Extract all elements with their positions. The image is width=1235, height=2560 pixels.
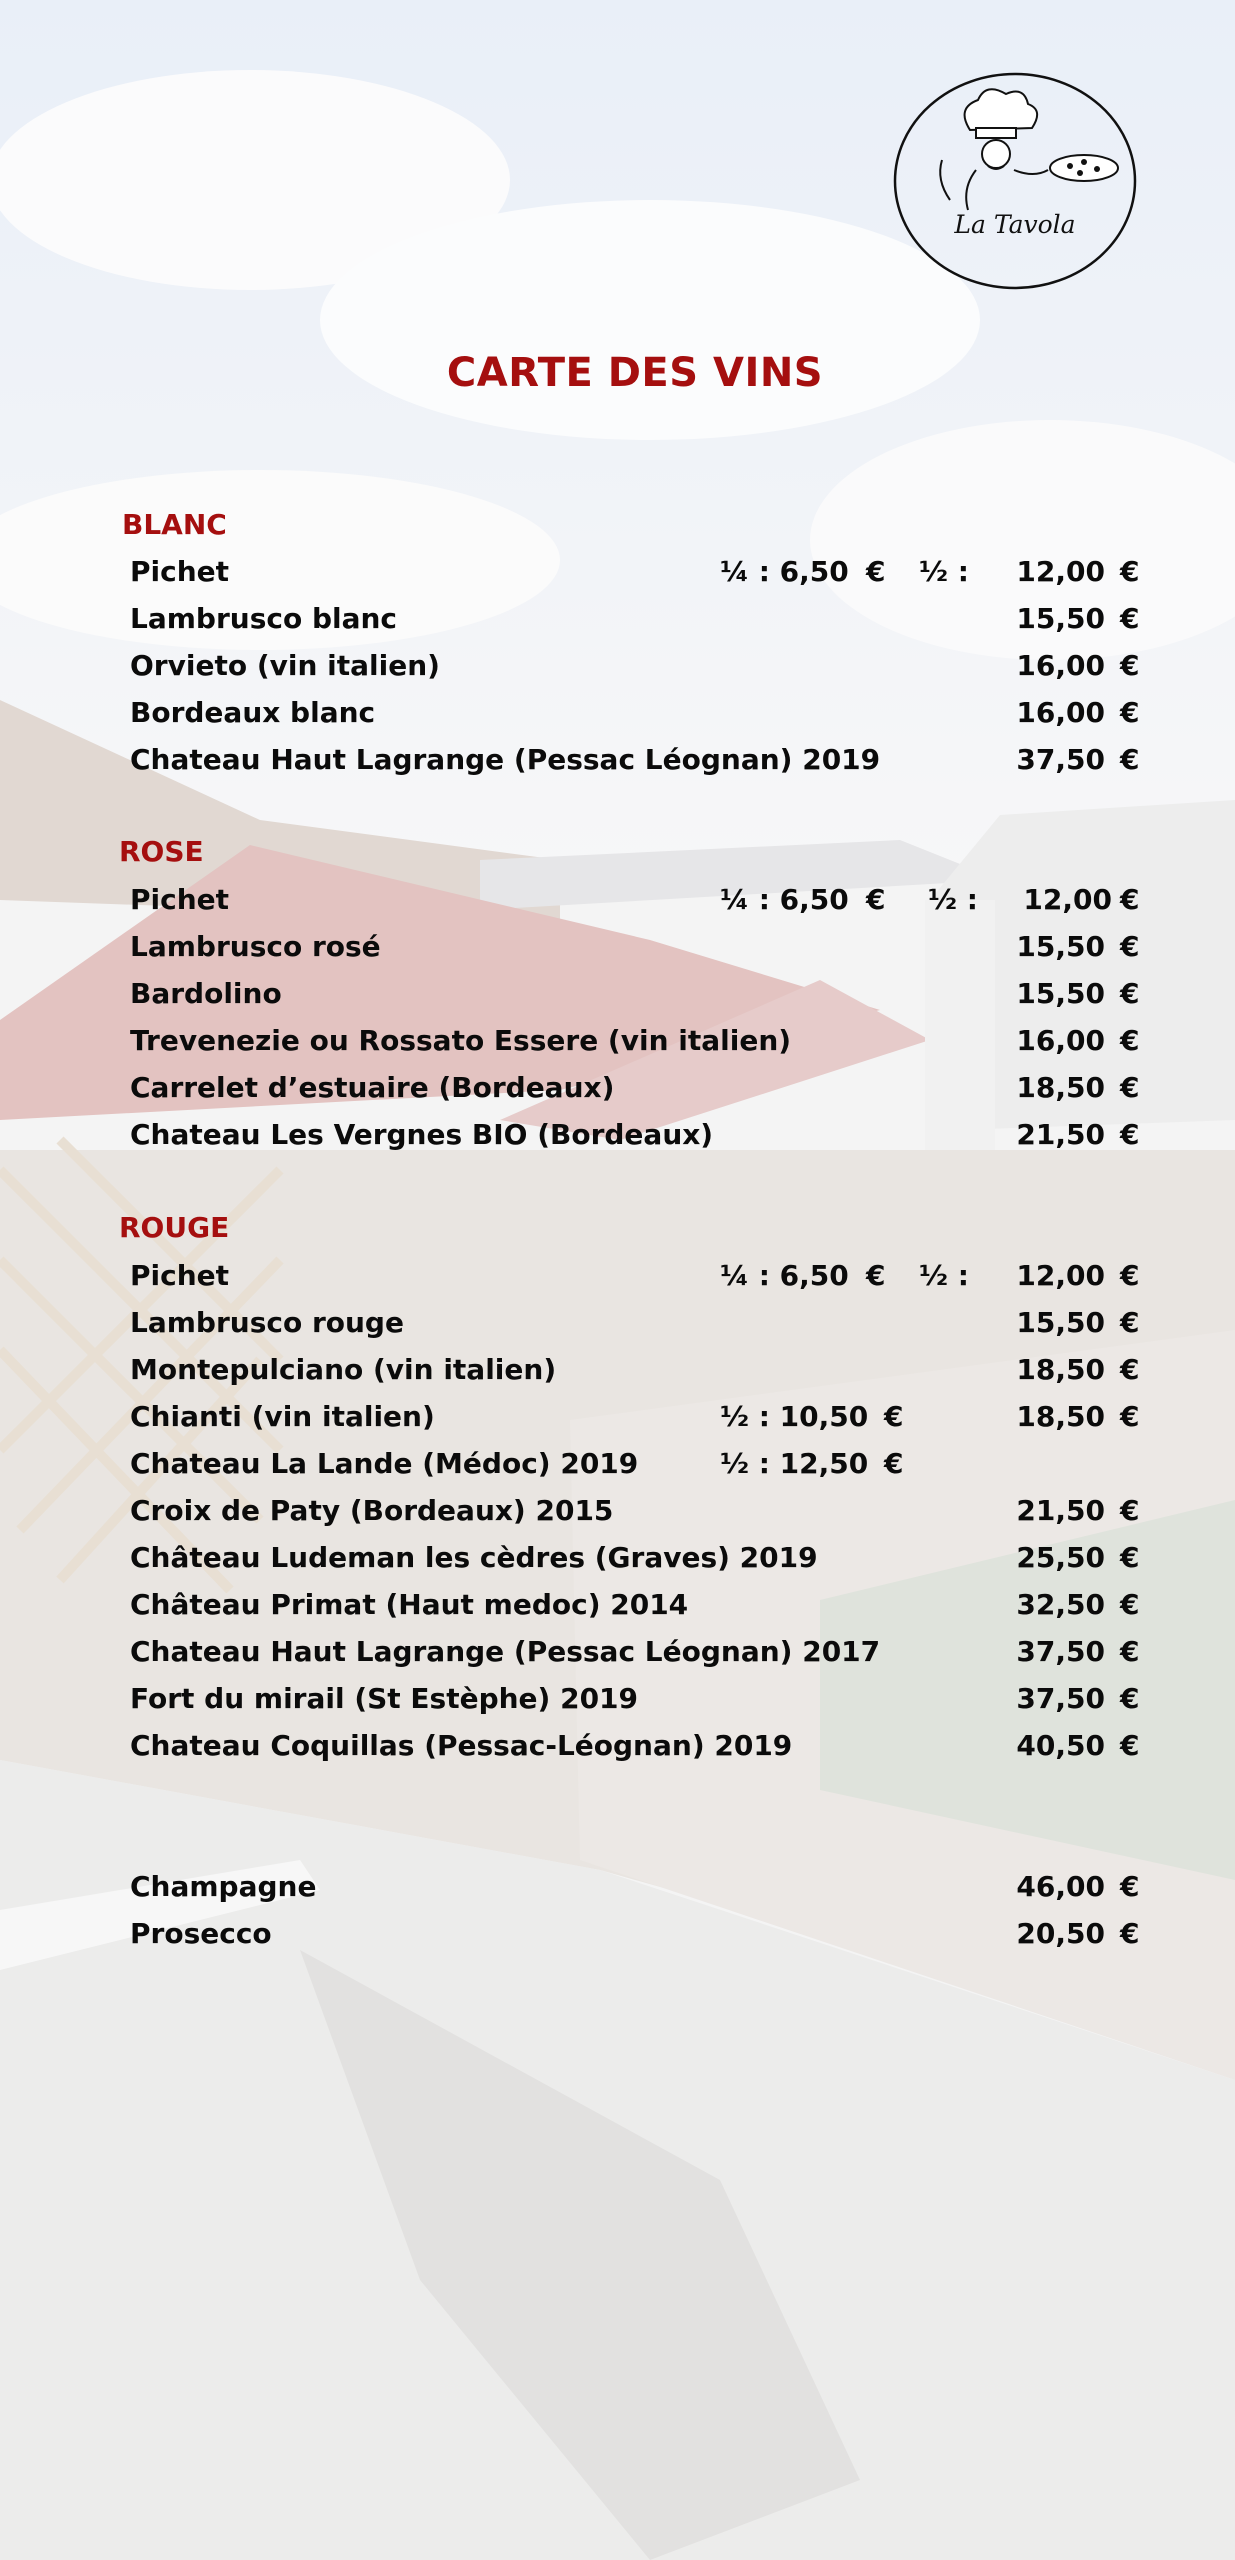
wine-price: 37,50 xyxy=(1016,1635,1105,1668)
wine-currency: € xyxy=(1120,1071,1140,1104)
wine-currency: € xyxy=(1120,1400,1140,1433)
wine-price: 37,50 xyxy=(1016,743,1105,776)
wine-currency: € xyxy=(1120,1306,1140,1339)
wine-name: Croix de Paty (Bordeaux) 2015 xyxy=(130,1494,614,1527)
wine-row xyxy=(0,1588,1235,1628)
quarter-price: ¼ : 6,50 xyxy=(720,555,849,588)
quarter-price: ¼ : 6,50 xyxy=(720,883,849,916)
wine-row xyxy=(0,743,1235,783)
wine-currency: € xyxy=(1120,1682,1140,1715)
wine-name: Lambrusco blanc xyxy=(130,602,398,635)
wine-price: 16,00 xyxy=(1016,649,1105,682)
wine-price: 12,00 xyxy=(1016,1259,1105,1292)
section-title-rouge: ROUGE xyxy=(119,1211,230,1244)
wine-currency: € xyxy=(1120,930,1140,963)
half-price: ½ : 12,50 xyxy=(720,1447,869,1480)
wine-row xyxy=(0,1353,1235,1393)
wine-price: 18,50 xyxy=(1016,1353,1105,1386)
wine-name: Château Ludeman les cèdres (Graves) 2019 xyxy=(130,1541,818,1574)
wine-currency: € xyxy=(1120,1259,1140,1292)
menu-title: CARTE DES VINS xyxy=(446,350,824,396)
wine-name: Chateau Les Vergnes BIO (Bordeaux) xyxy=(130,1118,714,1151)
wine-name: Prosecco xyxy=(130,1917,272,1950)
wine-name: Lambrusco rosé xyxy=(130,930,381,963)
wine-price: 12,00 xyxy=(1016,555,1105,588)
wine-currency: € xyxy=(1120,696,1140,729)
wine-row xyxy=(0,649,1235,689)
wine-price: 46,00 xyxy=(1016,1870,1105,1903)
wine-name: Pichet xyxy=(130,1259,230,1292)
wine-currency: € xyxy=(1120,1118,1140,1151)
wine-row xyxy=(0,1635,1235,1675)
wine-row xyxy=(0,1494,1235,1534)
wine-name: Chianti (vin italien) xyxy=(130,1400,435,1433)
wine-price: 18,50 xyxy=(1016,1071,1105,1104)
wine-name: Trevenezie ou Rossato Essere (vin italien) xyxy=(130,1024,792,1057)
wine-price: 12,00 xyxy=(1023,883,1112,916)
wine-currency: € xyxy=(1120,1870,1140,1903)
wine-price: 20,50 xyxy=(1016,1917,1105,1950)
wine-price: 32,50 xyxy=(1016,1588,1105,1621)
wine-row xyxy=(0,1541,1235,1581)
wine-name: Orvieto (vin italien) xyxy=(130,649,440,682)
wine-price: 40,50 xyxy=(1016,1729,1105,1762)
wine-row xyxy=(0,1870,1235,1910)
quarter-currency: € xyxy=(866,555,886,588)
half-currency: € xyxy=(884,1447,904,1480)
quarter-currency: € xyxy=(866,883,886,916)
wine-name: Pichet xyxy=(130,555,230,588)
wine-currency: € xyxy=(1120,1541,1140,1574)
wine-currency: € xyxy=(1120,883,1140,916)
half-currency: € xyxy=(884,1400,904,1433)
wine-name: Montepulciano (vin italien) xyxy=(130,1353,557,1386)
wine-currency: € xyxy=(1120,1917,1140,1950)
wine-price: 21,50 xyxy=(1016,1494,1105,1527)
wine-name: Bardolino xyxy=(130,977,282,1010)
wine-currency: € xyxy=(1120,602,1140,635)
wine-currency: € xyxy=(1120,1353,1140,1386)
wine-price: 15,50 xyxy=(1016,977,1105,1010)
wine-name: Fort du mirail (St Estèphe) 2019 xyxy=(130,1682,639,1715)
half-label: ½ : xyxy=(919,1259,969,1292)
wine-price: 15,50 xyxy=(1016,602,1105,635)
wine-currency: € xyxy=(1120,1635,1140,1668)
wine-currency: € xyxy=(1120,649,1140,682)
wine-name: Carrelet d’estuaire (Bordeaux) xyxy=(130,1071,615,1104)
wine-row xyxy=(0,1024,1235,1064)
wine-row xyxy=(0,1071,1235,1111)
half-price: ½ : 10,50 xyxy=(720,1400,869,1433)
wine-name: Pichet xyxy=(130,883,230,916)
half-label: ½ : xyxy=(919,555,969,588)
wine-name: Chateau Coquillas (Pessac-Léognan) 2019 xyxy=(130,1729,793,1762)
wine-currency: € xyxy=(1120,1588,1140,1621)
wine-price: 25,50 xyxy=(1016,1541,1105,1574)
half-label: ½ : xyxy=(928,883,978,916)
wine-currency: € xyxy=(1120,977,1140,1010)
wine-name: Chateau La Lande (Médoc) 2019 xyxy=(130,1447,639,1480)
wine-row xyxy=(0,1306,1235,1346)
wine-name: Champagne xyxy=(130,1870,317,1903)
section-title-rose: ROSE xyxy=(119,835,204,868)
section-title-blanc: BLANC xyxy=(122,508,227,541)
wine-price: 15,50 xyxy=(1016,930,1105,963)
wine-price: 18,50 xyxy=(1016,1400,1105,1433)
wine-price: 37,50 xyxy=(1016,1682,1105,1715)
wine-price: 15,50 xyxy=(1016,1306,1105,1339)
wine-row xyxy=(0,555,1235,595)
wine-currency: € xyxy=(1120,743,1140,776)
wine-row xyxy=(0,1917,1235,1957)
wine-row xyxy=(0,1682,1235,1722)
wine-currency: € xyxy=(1120,555,1140,588)
wine-row xyxy=(0,1729,1235,1769)
wine-row xyxy=(0,977,1235,1017)
wine-row xyxy=(0,883,1235,923)
wine-row xyxy=(0,696,1235,736)
wine-price: 21,50 xyxy=(1016,1118,1105,1151)
wine-name: Chateau Haut Lagrange (Pessac Léognan) 2017 xyxy=(130,1635,881,1668)
wine-name: Bordeaux blanc xyxy=(130,696,376,729)
wine-name: Lambrusco rouge xyxy=(130,1306,404,1339)
wine-row xyxy=(0,1259,1235,1299)
quarter-price: ¼ : 6,50 xyxy=(720,1259,849,1292)
restaurant-logo xyxy=(892,70,1138,292)
quarter-currency: € xyxy=(866,1259,886,1292)
wine-price: 16,00 xyxy=(1016,1024,1105,1057)
wine-price: 16,00 xyxy=(1016,696,1105,729)
wine-currency: € xyxy=(1120,1729,1140,1762)
wine-row xyxy=(0,1447,1235,1487)
logo-text: La Tavola xyxy=(954,210,1076,239)
wine-row xyxy=(0,930,1235,970)
wine-name: Château Primat (Haut medoc) 2014 xyxy=(130,1588,689,1621)
wine-row xyxy=(0,1118,1235,1158)
wine-currency: € xyxy=(1120,1024,1140,1057)
wine-row xyxy=(0,1400,1235,1440)
wine-currency: € xyxy=(1120,1494,1140,1527)
wine-name: Chateau Haut Lagrange (Pessac Léognan) 2019 xyxy=(130,743,881,776)
wine-row xyxy=(0,602,1235,642)
chef-pizza-icon xyxy=(892,70,1138,292)
